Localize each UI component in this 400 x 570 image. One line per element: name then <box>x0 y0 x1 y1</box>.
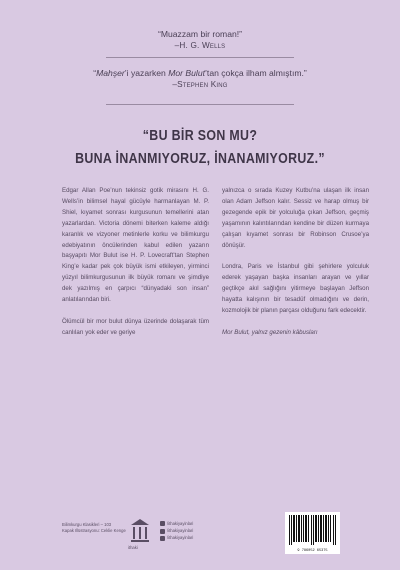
facebook-icon <box>160 521 165 526</box>
quote-title-emph: Mahşer <box>96 68 125 78</box>
social-handle: /ithakiyayinlari <box>167 528 194 534</box>
social-handle: /ithakiyayinlari <box>167 521 194 526</box>
series-line: Kapak Illüstrasyonu: Ceklie Kenge <box>62 528 126 533</box>
quote-wells <box>0 28 400 52</box>
social-item-instagram <box>160 527 193 534</box>
headline-line: BUNA İNANMIYORUZ, İNANAMIYORUZ.” <box>75 151 325 167</box>
series-line: Bilimkurgu Klasikleri – 103 <box>62 522 112 527</box>
x-icon <box>160 536 165 541</box>
quote-author: –Stephen King <box>172 80 228 89</box>
divider <box>106 104 294 105</box>
publisher-name: ithaki <box>128 545 138 550</box>
divider <box>106 57 294 58</box>
body-paragraph: Edgar Allan Poe’nun tekinsiz gotik mirasını H. G. Wells’in bilimsel hayal gücüyle harmanlayan M. P. Shiel, kıyamet sonrası kurgusunun temellerini atan yazarlardan. Victoria dönemi biterken kaleme aldığı karanlık ve vizyoner metinlerle korku ve bilimkurgu edebiyatının öncülerinden kabul edilen yazarın başyapıtı Mor Bulut ise H. P. Lovecraft’tan Stephen King’e kadar pek çok büyük ismi etkileyen, yirminci yüzyıl bilimkurgusunun ilk büyük romanı ve şimdiye dek yazılmış en çarpıcı “dünyadaki son insan” anlatılarından biri. <box>62 187 209 304</box>
quote-text-part: “ <box>93 68 97 78</box>
body-paragraph-closing <box>222 328 369 339</box>
barcode-number: 9 786052 65375 <box>297 549 328 553</box>
quote-author: –H. G. Wells <box>174 41 226 50</box>
quote-text-part: ’i yazarken <box>124 68 169 78</box>
body-column-right <box>222 186 369 349</box>
headline <box>28 125 372 171</box>
closing-italic: Mor Bulut, yalnız gezenin kâbusları <box>222 328 318 336</box>
quote-text-part: ’tan çokça ilham almıştım.” <box>205 68 307 78</box>
quote-king <box>0 67 400 91</box>
barcode-bars-icon <box>289 515 336 545</box>
social-links <box>160 520 193 542</box>
body-paragraph: yalnızca o sırada Kuzey Kutbu’na ulaşan ilk insan olan Adam Jeffson kalır. Sessiz ve harap olmuş bir gezegende epik bir yolculuğa çıkan Jeffson, geçmiş yaşamının kalıntılarından kendine bir düzen kurmaya çalışan kıyamet sonrası bir Robinson Crusoe’ya dönüşür. <box>222 187 369 249</box>
body-column-left <box>62 186 209 349</box>
quote-title-emph: Mor Bulut <box>168 68 206 78</box>
headline-line: “BU BİR SON MU? <box>142 128 258 144</box>
body-paragraph: Ölümcül bir mor bulut dünya üzerinde dolaşarak tüm canlıları yok eder ve geriye <box>62 317 209 336</box>
instagram-icon <box>160 529 165 534</box>
isbn-barcode <box>285 512 340 554</box>
quote-text: “Muazzam bir roman!” <box>157 29 243 39</box>
social-handle: /ithakiyayinlari <box>167 535 194 541</box>
ithaki-logo-icon <box>130 518 150 546</box>
social-item-x <box>160 534 193 541</box>
body-paragraph: Londra, Paris ve İstanbul gibi şehirlere yolculuk ederek yaşayan başka insanları arayan ve yıllar geçtikçe akıl sağlığını yitirmeye başlayan Jeffson hayatta kalışının bir tesadüf olmadığını ve derin, kozmolojik bir planın parçası olduğunu fark edecektir. <box>222 263 369 314</box>
series-info <box>62 522 126 534</box>
social-item-facebook <box>160 520 193 527</box>
